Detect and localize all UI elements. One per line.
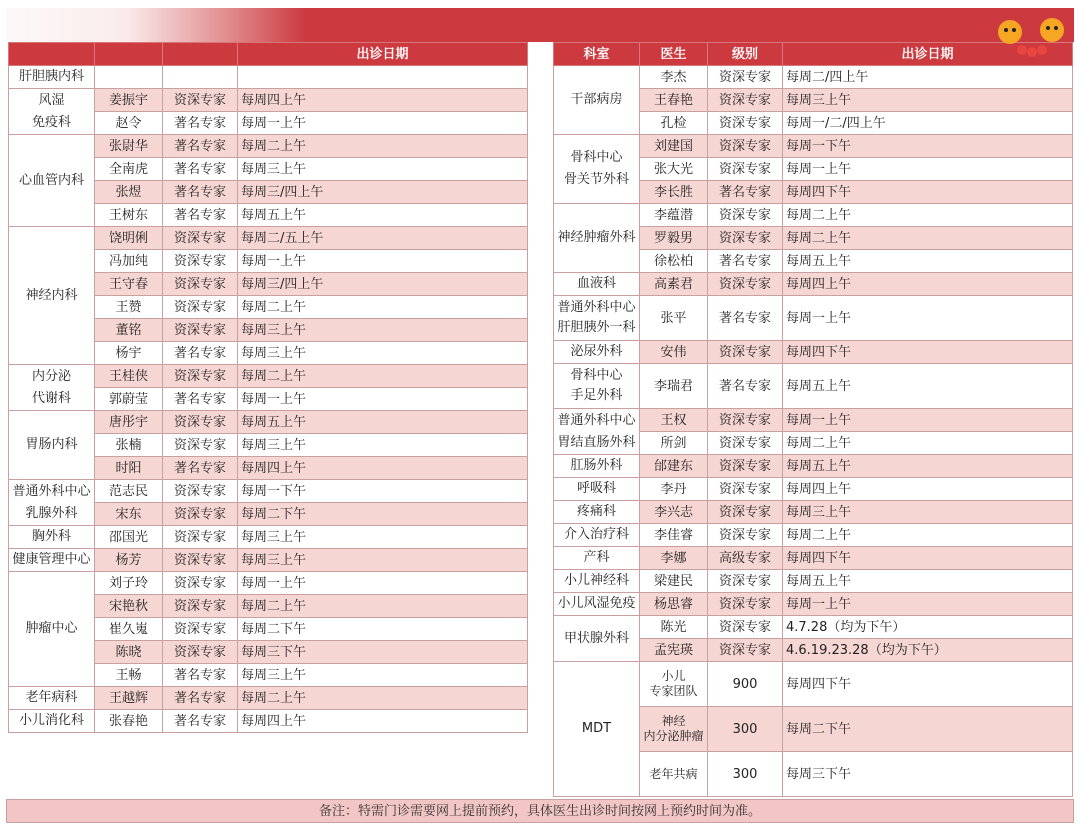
level-cell: 资深专家 (708, 570, 783, 593)
date-cell: 每周五上午 (238, 204, 528, 227)
dept-name-line: 小儿消化科 (18, 713, 84, 728)
table-row (554, 593, 1073, 616)
table-row (554, 341, 1073, 364)
date-cell: 每周四上午 (238, 89, 528, 112)
level-cell: 资深专家 (708, 89, 783, 112)
doctor-cell: 董铭 (95, 319, 163, 342)
doctor-cell: 李佳睿 (640, 524, 708, 547)
left-schedule-table (8, 42, 528, 733)
dept-name-line: 普通外科中心 (557, 300, 636, 315)
dept-name-line: 小儿神经科 (563, 573, 629, 588)
table-row (554, 296, 1073, 341)
date-cell: 每周三上午 (238, 526, 528, 549)
doctor-cell: 高素君 (640, 273, 708, 296)
doctor-cell: 王权 (640, 409, 708, 432)
date-cell: 每周四下午 (783, 181, 1073, 204)
doctor-cell: 王树东 (95, 204, 163, 227)
doctor-cell: 邵国光 (95, 526, 163, 549)
dept-cell (554, 66, 640, 135)
table-row (9, 526, 528, 549)
dept-cell (9, 66, 95, 89)
dept-cell (554, 135, 640, 204)
level-cell: 资深专家 (163, 89, 238, 112)
level-cell: 著名专家 (163, 158, 238, 181)
level-cell: 资深专家 (708, 409, 783, 432)
date-cell: 每周三上午 (238, 434, 528, 457)
header-level: 级别 (708, 43, 783, 66)
level-cell: 著名专家 (163, 687, 238, 710)
table-row (9, 89, 528, 112)
doctor-cell: 刘建国 (640, 135, 708, 158)
dept-cell (9, 549, 95, 572)
dept-name-line: 代谢科 (31, 390, 71, 406)
level-cell: 著名专家 (163, 664, 238, 687)
date-cell: 每周五上午 (783, 455, 1073, 478)
doctor-cell: 宋艳秋 (95, 595, 163, 618)
level-cell: 著名专家 (708, 364, 783, 409)
doctor-cell: 时阳 (95, 457, 163, 480)
dept-name-line: 呼吸科 (576, 481, 616, 496)
level-cell: 300 (708, 752, 783, 797)
level-cell: 300 (708, 707, 783, 752)
dept-name-line: 肿瘤中心 (25, 621, 78, 636)
header-date: 出诊日期 (783, 43, 1073, 66)
date-cell: 每周三下午 (783, 752, 1073, 797)
date-cell: 每周一上午 (783, 593, 1073, 616)
tiger-head-left (998, 20, 1022, 44)
date-cell: 每周一上午 (783, 296, 1073, 341)
date-cell: 每周五上午 (783, 570, 1073, 593)
doctor-cell: 王赞 (95, 296, 163, 319)
table-row (554, 478, 1073, 501)
doctor-cell: 李杰 (640, 66, 708, 89)
level-cell: 著名专家 (163, 181, 238, 204)
dept-name-line: 血液科 (576, 276, 616, 291)
doctor-cell: 张尉华 (95, 135, 163, 158)
right-schedule-table (553, 42, 1073, 797)
doctor-cell: 梁建民 (640, 570, 708, 593)
dept-cell (554, 570, 640, 593)
doctor-cell: 张大光 (640, 158, 708, 181)
level-cell: 资深专家 (163, 618, 238, 641)
date-cell: 每周五上午 (238, 411, 528, 434)
dept-name-line: 免疫科 (31, 114, 71, 130)
level-cell: 资深专家 (163, 273, 238, 296)
level-cell: 资深专家 (163, 434, 238, 457)
date-cell: 每周二上午 (238, 687, 528, 710)
doctor-cell: 王畅 (95, 664, 163, 687)
dept-cell (554, 296, 640, 341)
banner-fade (6, 8, 306, 42)
date-cell: 每周二/五上午 (238, 227, 528, 250)
doctor-cell: 张平 (640, 296, 708, 341)
doctor-cell: 所剑 (640, 432, 708, 455)
table-row (9, 687, 528, 710)
dept-name-line: MDT (581, 721, 612, 736)
dept-cell (554, 478, 640, 501)
doctor-cell: 王春艳 (640, 89, 708, 112)
doctor-cell: 杨思睿 (640, 593, 708, 616)
table-row (9, 549, 528, 572)
dept-name-line: 普通外科中心 (557, 412, 636, 428)
dept-name-line: 泌尿外科 (570, 344, 623, 359)
date-cell: 每周一上午 (783, 409, 1073, 432)
level-cell: 资深专家 (708, 432, 783, 455)
level-cell: 资深专家 (163, 480, 238, 503)
table-row (554, 662, 1073, 707)
date-cell: 每周三上午 (238, 549, 528, 572)
date-cell: 每周一下午 (238, 480, 528, 503)
dept-name-line: 骨科中心 (570, 150, 623, 165)
level-cell: 著名专家 (163, 342, 238, 365)
date-cell: 每周四下午 (783, 547, 1073, 570)
level-cell: 著名专家 (708, 181, 783, 204)
date-cell: 每周二上午 (783, 227, 1073, 250)
date-cell: 每周三上午 (238, 319, 528, 342)
date-cell: 每周二上午 (783, 524, 1073, 547)
dept-name-line: 肛肠外科 (570, 458, 623, 473)
dept-cell (9, 480, 95, 526)
dept-name-line: 内分泌 (31, 368, 71, 384)
date-cell: 每周五上午 (783, 364, 1073, 409)
dept-name-line: 疼痛科 (576, 504, 616, 519)
table-row (554, 364, 1073, 409)
level-cell: 资深专家 (163, 526, 238, 549)
table-row (9, 135, 528, 158)
level-cell: 著名专家 (163, 710, 238, 733)
doctor-cell: 赵令 (95, 112, 163, 135)
doctor-cell: 李娜 (640, 547, 708, 570)
doctor-cell (95, 66, 163, 89)
level-cell: 资深专家 (708, 273, 783, 296)
doctor-cell: 李蕴潜 (640, 204, 708, 227)
table-row (554, 547, 1073, 570)
dept-name-line: 心血管内科 (18, 172, 84, 188)
dept-cell (554, 341, 640, 364)
date-cell: 每周三下午 (238, 641, 528, 664)
doctor-cell: 安伟 (640, 341, 708, 364)
doctor-cell: 宋东 (95, 503, 163, 526)
level-cell (163, 66, 238, 89)
level-cell: 资深专家 (163, 503, 238, 526)
dept-cell (554, 524, 640, 547)
level-cell: 资深专家 (708, 204, 783, 227)
level-cell: 资深专家 (708, 66, 783, 89)
date-cell: 每周三上午 (783, 89, 1073, 112)
date-cell: 每周一上午 (238, 572, 528, 595)
date-cell: 每周一上午 (238, 112, 528, 135)
level-cell: 资深专家 (163, 227, 238, 250)
table-row (9, 480, 528, 503)
doctor-cell: 小儿 专家团队 (640, 662, 708, 707)
date-cell: 每周一上午 (783, 158, 1073, 181)
doctor-cell: 王守春 (95, 273, 163, 296)
dept-cell (554, 501, 640, 524)
level-cell: 著名专家 (163, 112, 238, 135)
dept-name-line: 甲状腺外科 (563, 630, 629, 646)
level-cell: 资深专家 (708, 478, 783, 501)
table-row (554, 616, 1073, 639)
dept-cell (554, 616, 640, 662)
level-cell: 资深专家 (708, 639, 783, 662)
level-cell: 著名专家 (708, 250, 783, 273)
doctor-cell: 孔检 (640, 112, 708, 135)
doctor-cell: 饶明俐 (95, 227, 163, 250)
dept-name-line: 普通外科中心 (12, 483, 91, 499)
date-cell: 每周二/四上午 (783, 66, 1073, 89)
date-cell: 每周五上午 (783, 250, 1073, 273)
level-cell: 资深专家 (163, 365, 238, 388)
table-row (9, 66, 528, 89)
dept-cell (554, 364, 640, 409)
level-cell: 资深专家 (708, 501, 783, 524)
level-cell: 著名专家 (163, 135, 238, 158)
level-cell: 著名专家 (708, 296, 783, 341)
date-cell: 每周三上午 (238, 342, 528, 365)
doctor-cell: 郭蔚莹 (95, 388, 163, 411)
doctor-cell: 姜振宇 (95, 89, 163, 112)
date-cell: 每周二上午 (238, 595, 528, 618)
header-doctor: 医生 (640, 43, 708, 66)
level-cell: 资深专家 (708, 158, 783, 181)
table-row (554, 455, 1073, 478)
doctor-cell: 李兴志 (640, 501, 708, 524)
dept-name-line: 风湿 (38, 92, 65, 108)
doctor-cell: 杨芳 (95, 549, 163, 572)
doctor-cell: 唐彤宇 (95, 411, 163, 434)
table-row (9, 710, 528, 733)
dept-cell (554, 273, 640, 296)
dept-cell (9, 710, 95, 733)
dept-name-line: 产科 (583, 550, 610, 565)
dept-name-line: 手足外科 (570, 388, 623, 403)
level-cell: 资深专家 (708, 112, 783, 135)
doctor-cell: 刘子玲 (95, 572, 163, 595)
level-cell: 资深专家 (708, 227, 783, 250)
doctor-cell: 李长胜 (640, 181, 708, 204)
level-cell: 资深专家 (163, 296, 238, 319)
header-date: 出诊日期 (238, 43, 528, 66)
table-row (554, 273, 1073, 296)
date-cell: 4.6.19.23.28（均为下午） (783, 639, 1073, 662)
doctor-cell: 王桂侠 (95, 365, 163, 388)
dept-name-line: 肝胆胰外一科 (557, 320, 636, 335)
level-cell: 资深专家 (163, 319, 238, 342)
date-cell: 每周三上午 (238, 664, 528, 687)
table-row (9, 227, 528, 250)
date-cell: 每周二下午 (783, 707, 1073, 752)
doctor-cell: 王越辉 (95, 687, 163, 710)
date-cell: 每周四下午 (783, 662, 1073, 707)
table-row (9, 572, 528, 595)
doctor-cell: 邰建东 (640, 455, 708, 478)
dept-cell (554, 662, 640, 797)
dept-name-line: 胃肠内科 (25, 437, 78, 452)
date-cell: 每周二下午 (238, 618, 528, 641)
date-cell: 每周二上午 (238, 296, 528, 319)
level-cell: 著名专家 (163, 388, 238, 411)
doctor-cell: 范志民 (95, 480, 163, 503)
level-cell: 资深专家 (708, 524, 783, 547)
table-row (554, 66, 1073, 89)
level-cell: 资深专家 (163, 641, 238, 664)
level-cell: 著名专家 (163, 204, 238, 227)
dept-cell (9, 227, 95, 365)
dept-cell (9, 687, 95, 710)
date-cell (238, 66, 528, 89)
dept-name-line: 胃结直肠外科 (557, 434, 636, 450)
dept-name-line: 干部病房 (570, 92, 623, 107)
header-dept: 科室 (554, 43, 640, 66)
level-cell: 高级专家 (708, 547, 783, 570)
level-cell: 资深专家 (163, 595, 238, 618)
doctor-cell: 李瑞君 (640, 364, 708, 409)
date-cell: 每周四上午 (238, 710, 528, 733)
table-row (554, 135, 1073, 158)
date-cell: 每周三/四上午 (238, 181, 528, 204)
table-row (9, 411, 528, 434)
date-cell: 每周一上午 (238, 388, 528, 411)
doctor-cell: 张煜 (95, 181, 163, 204)
header-level (163, 43, 238, 66)
dept-cell (554, 204, 640, 273)
doctor-cell: 徐松柏 (640, 250, 708, 273)
doctor-cell: 神经 内分泌肿瘤 (640, 707, 708, 752)
table-row (554, 524, 1073, 547)
doctor-cell: 罗毅男 (640, 227, 708, 250)
dept-name-line: 肝胆胰内科 (18, 69, 84, 84)
date-cell: 每周四下午 (783, 341, 1073, 364)
dept-cell (554, 409, 640, 455)
date-cell: 每周二上午 (783, 432, 1073, 455)
date-cell: 每周一/二/四上午 (783, 112, 1073, 135)
header-dept (9, 43, 95, 66)
doctor-cell: 冯加纯 (95, 250, 163, 273)
dept-name-line: 神经肿瘤外科 (557, 230, 636, 245)
date-cell: 每周二下午 (238, 503, 528, 526)
date-cell: 每周二上午 (238, 365, 528, 388)
date-cell: 4.7.28（均为下午） (783, 616, 1073, 639)
date-cell: 每周四上午 (783, 478, 1073, 501)
date-cell: 每周一上午 (238, 250, 528, 273)
table-row (554, 501, 1073, 524)
table-row (554, 409, 1073, 432)
date-cell: 每周四上午 (783, 273, 1073, 296)
level-cell: 资深专家 (708, 593, 783, 616)
dept-cell (9, 526, 95, 549)
dept-cell (554, 593, 640, 616)
doctor-cell: 崔久嵬 (95, 618, 163, 641)
level-cell: 资深专家 (163, 411, 238, 434)
table-row (9, 365, 528, 388)
tiger-cartoon-icon (992, 10, 1072, 60)
level-cell: 900 (708, 662, 783, 707)
date-cell: 每周二上午 (238, 135, 528, 158)
dept-cell (9, 572, 95, 687)
table-row (554, 204, 1073, 227)
doctor-cell: 张春艳 (95, 710, 163, 733)
level-cell: 资深专家 (163, 572, 238, 595)
date-cell: 每周一下午 (783, 135, 1073, 158)
date-cell: 每周三上午 (238, 158, 528, 181)
dept-name-line: 胸外科 (31, 529, 71, 544)
dept-name-line: 骨科中心 (570, 368, 623, 383)
level-cell: 资深专家 (708, 455, 783, 478)
level-cell: 著名专家 (163, 457, 238, 480)
header-doctor (95, 43, 163, 66)
doctor-cell: 陈光 (640, 616, 708, 639)
doctor-cell: 李丹 (640, 478, 708, 501)
dept-name-line: 骨关节外科 (563, 172, 629, 187)
doctor-cell: 张楠 (95, 434, 163, 457)
level-cell: 资深专家 (163, 549, 238, 572)
dept-cell (9, 89, 95, 135)
date-cell: 每周四上午 (238, 457, 528, 480)
dept-cell (554, 547, 640, 570)
dept-name-line: 介入治疗科 (563, 527, 629, 542)
footer-note: 备注：特需门诊需要网上提前预约，具体医生出诊时间按网上预约时间为准。 (6, 799, 1074, 823)
doctor-cell: 全南虎 (95, 158, 163, 181)
dept-cell (9, 365, 95, 411)
date-cell: 每周三/四上午 (238, 273, 528, 296)
dept-cell (554, 455, 640, 478)
table-row (554, 570, 1073, 593)
level-cell: 资深专家 (163, 250, 238, 273)
dept-name-line: 神经内科 (25, 287, 78, 303)
level-cell: 资深专家 (708, 616, 783, 639)
doctor-cell: 孟宪瑛 (640, 639, 708, 662)
level-cell: 资深专家 (708, 135, 783, 158)
doctor-cell: 杨宇 (95, 342, 163, 365)
dept-name-line: 小儿风湿免疫 (557, 596, 636, 611)
doctor-cell: 陈晓 (95, 641, 163, 664)
dept-name-line: 老年病科 (25, 690, 78, 705)
dept-cell (9, 411, 95, 480)
dept-name-line: 乳腺外科 (25, 505, 78, 521)
dept-name-line: 健康管理中心 (12, 552, 91, 567)
level-cell: 资深专家 (708, 341, 783, 364)
dept-cell (9, 135, 95, 227)
date-cell: 每周二上午 (783, 204, 1073, 227)
date-cell: 每周三上午 (783, 501, 1073, 524)
tiger-head-right (1040, 18, 1064, 42)
doctor-cell: 老年共病 (640, 752, 708, 797)
